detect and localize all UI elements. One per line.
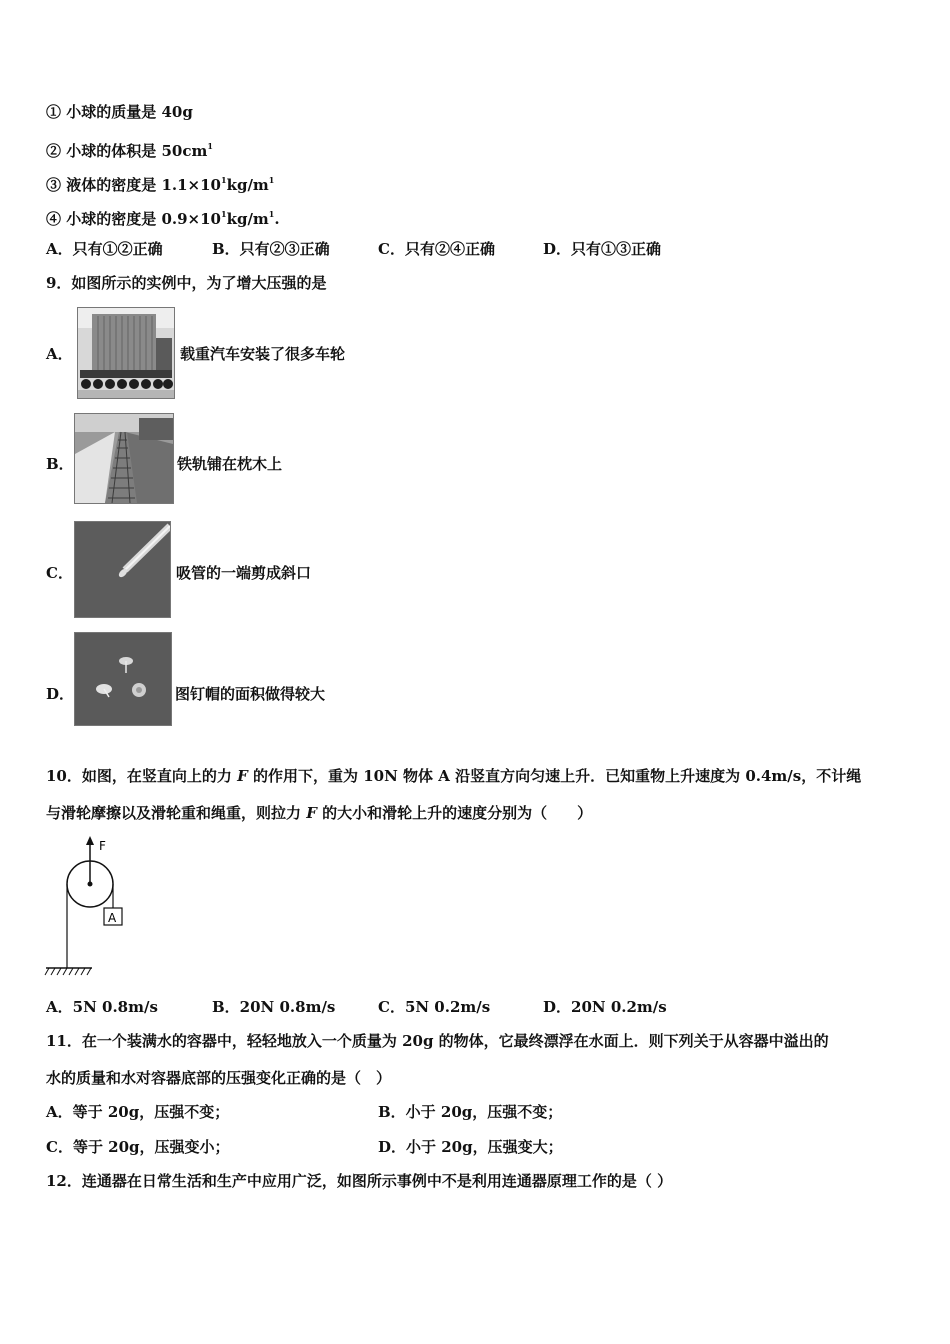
- q8-option-a[interactable]: A．只有①②正确: [46, 240, 163, 258]
- q8-option-b[interactable]: B．只有②③正确: [212, 240, 330, 258]
- q10-option-b[interactable]: B．20N 0.8m/s: [212, 998, 336, 1016]
- force-label: F: [99, 839, 106, 853]
- truck-photo: [77, 307, 175, 399]
- q11-option-a[interactable]: A．等于 20g，压强不变；: [46, 1103, 230, 1121]
- q8-option-c[interactable]: C．只有②④正确: [378, 240, 495, 258]
- pulley-diagram: [40, 834, 140, 984]
- q9-option-b-letter[interactable]: B．: [46, 455, 74, 473]
- thumbtack-photo: [74, 632, 172, 726]
- q9-option-c-letter[interactable]: C．: [46, 564, 73, 582]
- straw-photo: [74, 521, 171, 618]
- q11-option-b[interactable]: B．小于 20g，压强不变；: [378, 1103, 563, 1121]
- statement-1: ① 小球的质量是 40g: [46, 103, 193, 121]
- pulley-axle: [88, 882, 93, 887]
- statement-4: ④ 小球的密度是 $0.9\times 10^1kg/m^1$.: [46, 209, 280, 228]
- q10-stem-line-2: 与滑轮摩擦以及滑轮重和绳重，则拉力 F 的大小和滑轮上升的速度分别为（ ）: [46, 804, 593, 822]
- statement-2: ② 小球的体积是 $50cm^1$: [46, 141, 213, 160]
- q11-option-d[interactable]: D．小于 20g，压强变大；: [378, 1138, 563, 1156]
- railway-photo: [74, 413, 174, 504]
- q11-stem-line-2: 水的质量和水对容器底部的压强变化正确的是（ ）: [46, 1069, 392, 1087]
- q10-option-d[interactable]: D．20N 0.2m/s: [543, 998, 667, 1016]
- q12-stem: 12．连通器在日常生活和生产中应用广泛，如图所示事例中不是利用连通器原理工作的是（ ）: [46, 1172, 673, 1190]
- ground-hatch: [45, 968, 91, 975]
- q10-stem-line-1: 10．如图，在竖直向上的力 F 的作用下，重为 10N 物体 A 沿竖直方向匀速上升．已知重物上升速度为 0.4m/s，不计绳: [46, 767, 862, 785]
- q9-option-b-caption: 铁轨铺在枕木上: [177, 455, 283, 473]
- q9-stem: 9．如图所示的实例中，为了增大压强的是: [46, 274, 327, 292]
- block-label: A: [108, 911, 117, 925]
- q10-option-a[interactable]: A．5N 0.8m/s: [46, 998, 158, 1016]
- q8-option-d[interactable]: D．只有①③正确: [543, 240, 662, 258]
- force-arrow-icon: [86, 836, 94, 845]
- q11-option-c[interactable]: C．等于 20g，压强变小；: [46, 1138, 230, 1156]
- q9-option-d-caption: 图钉帽的面积做得较大: [175, 685, 326, 703]
- q9-option-d-letter[interactable]: D．: [46, 685, 75, 703]
- q9-option-a-letter[interactable]: A．: [46, 345, 73, 363]
- statement-3: ③ 液体的密度是 $1.1\times 10^1kg/m^1$: [46, 175, 275, 194]
- q9-option-c-caption: 吸管的一端剪成斜口: [176, 564, 312, 582]
- q10-option-c[interactable]: C．5N 0.2m/s: [378, 998, 491, 1016]
- q11-stem-line-1: 11．在一个装满水的容器中，轻轻地放入一个质量为 20g 的物体，它最终漂浮在水面上．则下列关于从容器中溢出的: [46, 1032, 829, 1050]
- q9-option-a-caption: 载重汽车安装了很多车轮: [180, 345, 346, 363]
